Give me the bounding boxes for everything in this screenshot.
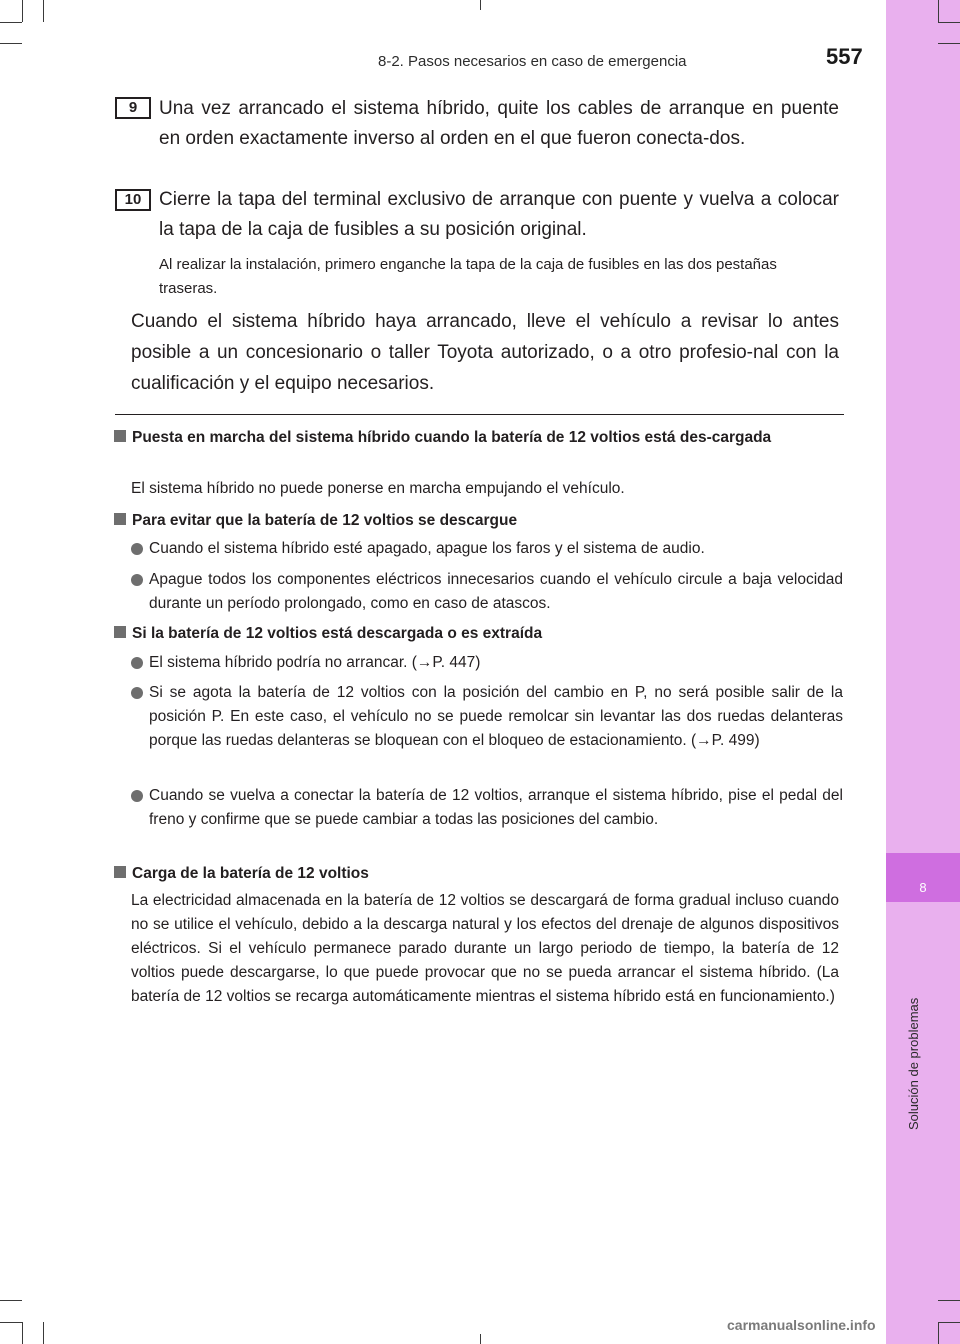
crop-mark xyxy=(0,1300,22,1301)
crop-mark xyxy=(938,1300,960,1301)
square-bullet-icon xyxy=(114,430,126,442)
crop-mark xyxy=(43,1322,44,1344)
chapter-side-band xyxy=(886,0,960,1344)
crop-mark xyxy=(22,1322,23,1344)
list-item xyxy=(131,651,843,675)
list-item xyxy=(131,537,843,561)
round-bullet-icon xyxy=(131,543,143,555)
step-text: Cierre la tapa del terminal exclusivo de arranque con puente y vuelva a colocar la tapa de la caja de fusibles a su posición original. xyxy=(159,189,839,240)
section-title xyxy=(114,622,842,646)
step-number-box: 9 xyxy=(115,97,151,119)
section-title-text: Carga de la batería de 12 voltios xyxy=(132,865,369,882)
step-number-box: 10 xyxy=(115,189,151,211)
list-item-text: Si se agota la batería de 12 voltios con la posición del cambio en P, no será posible salir de la posición P. En este caso, el vehículo no se puede remolcar sin levantar las dos ruedas delanteras porque las ruedas delanteras se bloquean con el bloqueo de estacionamiento. (→P. 499) xyxy=(149,684,843,749)
section-body: El sistema híbrido no puede ponerse en marcha empujando el vehículo. xyxy=(131,480,625,497)
crop-mark xyxy=(43,0,44,22)
section-title xyxy=(114,426,842,450)
watermark: carmanualsonline.info xyxy=(727,1317,876,1333)
step-note: Al realizar la instalación, primero enganche la tapa de la caja de fusibles en las dos pestañas traseras. xyxy=(159,256,777,297)
chapter-label: Solución de problemas xyxy=(906,997,921,1130)
crop-mark xyxy=(0,22,22,23)
running-header: 8-2. Pasos necesarios en caso de emergencia xyxy=(378,53,687,70)
section-title-text: Si la batería de 12 voltios está descargada o es extraída xyxy=(132,625,543,642)
section-title-text: Puesta en marcha del sistema híbrido cuando la batería de 12 voltios está des-cargada xyxy=(132,429,772,446)
chapter-number: 8 xyxy=(919,880,927,895)
crop-mark xyxy=(938,1322,939,1344)
step-text: Una vez arrancado el sistema híbrido, quite los cables de arranque en puente en orden exactamente inverso al orden en el que fueron conecta-dos. xyxy=(159,98,839,149)
list-item-text: El sistema híbrido podría no arrancar. (→P. 447) xyxy=(149,654,481,671)
round-bullet-icon xyxy=(131,657,143,669)
round-bullet-icon xyxy=(131,687,143,699)
square-bullet-icon xyxy=(114,513,126,525)
round-bullet-icon xyxy=(131,790,143,802)
page-number: 557 xyxy=(826,44,863,69)
crop-mark xyxy=(0,1322,22,1323)
list-item xyxy=(131,784,843,832)
crop-mark xyxy=(938,43,960,44)
crop-mark xyxy=(480,0,481,10)
section-title xyxy=(114,862,842,886)
round-bullet-icon xyxy=(131,574,143,586)
crop-mark xyxy=(938,22,960,23)
list-item-text: Cuando el sistema híbrido esté apagado, apague los faros y el sistema de audio. xyxy=(149,540,705,557)
crop-mark xyxy=(0,43,22,44)
closing-paragraph: Cuando el sistema híbrido haya arrancado, lleve el vehículo a revisar lo antes posible a un concesionario o taller Toyota autorizado, o a otro profesio-nal con la cualificación y el equipo necesarios. xyxy=(131,311,839,394)
section-body: La electricidad almacenada en la batería de 12 voltios se descargará de forma gradual incluso cuando no se utilice el vehículo, debido a la descarga natural y los efectos del drenaje de algunos dispositivos eléctricos. Si el vehículo permanece parado durante un largo periodo de tiempo, la batería de 12 voltios puede descargarse, lo que puede provocar que no se pueda arrancar el sistema híbrido. (La batería de 12 voltios se recarga automáticamente mientras el sistema híbrido está en funcionamiento.) xyxy=(131,892,839,1005)
crop-mark xyxy=(938,1322,960,1323)
square-bullet-icon xyxy=(114,626,126,638)
crop-mark xyxy=(22,0,23,22)
list-item-text: Cuando se vuelva a conectar la batería de 12 voltios, arranque el sistema híbrido, pise el pedal del freno y confirme que se puede cambiar a todas las posiciones del cambio. xyxy=(149,787,843,828)
list-item-text: Apague todos los componentes eléctricos innecesarios cuando el vehículo circule a baja velocidad durante un período prolongado, como en caso de atascos. xyxy=(149,571,843,612)
section-divider xyxy=(115,414,844,415)
crop-mark xyxy=(480,1334,481,1344)
list-item xyxy=(131,568,843,616)
section-title-text: Para evitar que la batería de 12 voltios se descargue xyxy=(132,512,518,529)
list-item xyxy=(131,681,843,753)
square-bullet-icon xyxy=(114,866,126,878)
crop-mark xyxy=(938,0,939,22)
section-title xyxy=(114,509,842,533)
